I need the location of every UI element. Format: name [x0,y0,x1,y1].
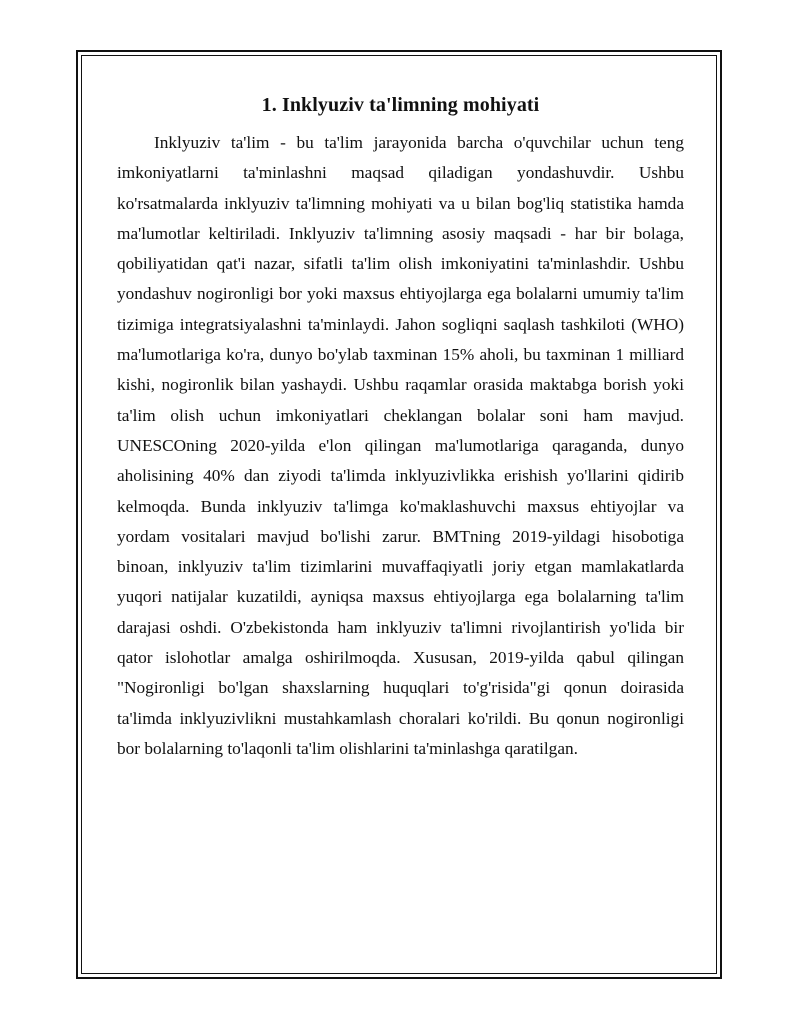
section-title: 1. Inklyuziv ta'limning mohiyati [261,94,540,116]
body-paragraph: Inklyuziv ta'lim - bu ta'lim jarayonida barcha o'quvchilar uchun teng imkoniyatlarni ta'minlashni maqsad qiladigan yondashuvdir. Ushbu ko'rsatmalarda inklyuziv ta'limning mohiyati va u bilan bog'liq statistika hamda ma'lumotlar keltiriladi. Inklyuziv ta'limning asosiy maqsadi - har bir bolaga, qobiliyatidan qat'i nazar, sifatli ta'lim olish imkoniyatini ta'minlashdir. Ushbu yondashuv nogironligi bor yoki maxsus ehtiyojlarga ega bolalarni umumiy ta'lim tizimiga integratsiyalashni ta'minlaydi. Jahon sogliqni saqlash tashkiloti (WHO) ma'lumotlariga ko'ra, dunyo bo'ylab taxminan 15% aholi, bu taxminan 1 milliard kishi, nogironlik bilan yashaydi. Ushbu raqamlar orasida maktabga borish yoki ta'lim olish uchun imkoniyatlari cheklangan bolalar soni ham mavjud. UNESCOning 2020-yilda e'lon qilingan ma'lumotlariga qaraganda, dunyo aholisining 40% dan ziyodi ta'limda inklyuzivlikka erishish yo'llarini qidirib kelmoqda. Bunda inklyuziv ta'limga ko'maklashuvchi maxsus ehtiyojlar va yordam vositalari mavjud bo'lishi zarur. BMTning 2019-yildagi hisobotiga binoan, inklyuziv ta'lim tizimlarini muvaffaqiyatli joriy etgan mamlakatlarda yuqori natijalar kuzatildi, ayniqsa maxsus ehtiyojlarga ega bolalarning ta'lim darajasi oshdi. O'zbekistonda ham inklyuziv ta'limni rivojlantirish yo'lida bir qator islohotlar amalga oshirilmoqda. Xususan, 2019-yilda qabul qilingan "Nogironligi bo'lgan shaxslarning huquqlari to'g'risida"gi qonun doirasida ta'limda inklyuzivlikni mustahkamlash choralari ko'rildi. Bu qonun nogironligi bor bolalarning to'laqonli ta'lim olishlarini ta'minlashga qaratilgan. [117,133,684,758]
document-body [117,88,684,764]
